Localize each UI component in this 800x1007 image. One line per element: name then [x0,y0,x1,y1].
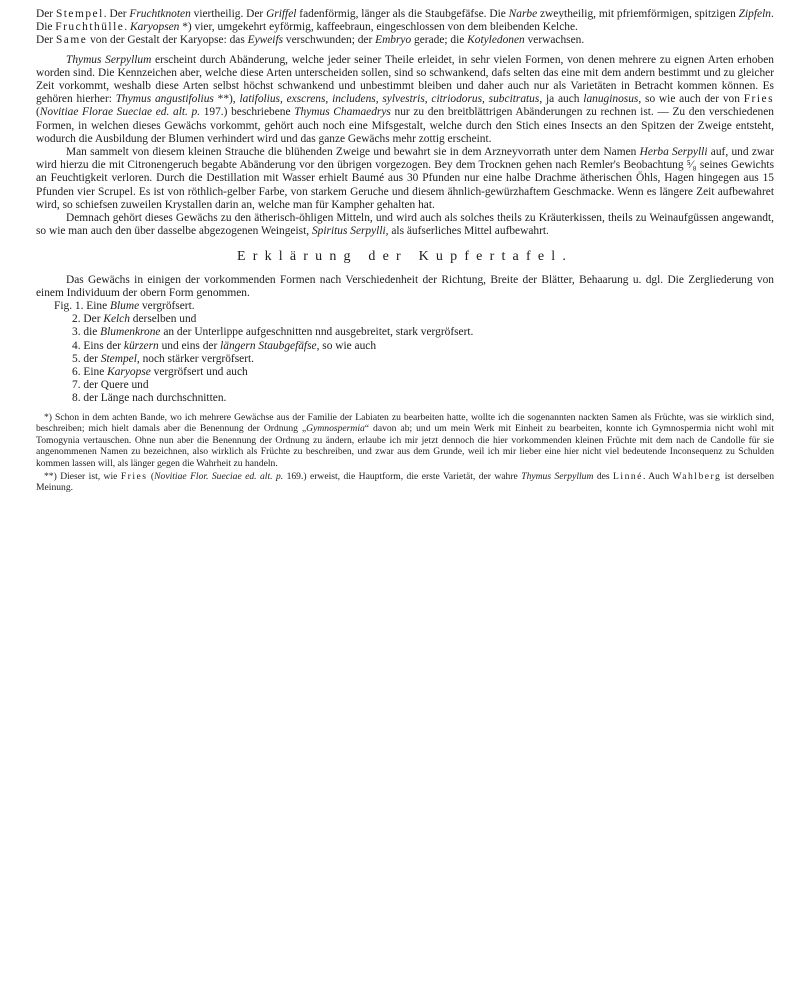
figure-item: 4. Eins der kürzern und eins der längern Staubgefäfse, so wie auch [72,339,377,352]
figure-item: 5. der Stempel, noch stärker vergröfsert. [72,352,255,365]
figure-item: 3. die Blumenkrone an der Unterlippe aufgeschnitten nnd ausgebreitet, stark vergröfsert. [72,326,474,339]
plate-heading: Erklärung der Kupfertafel. [236,249,574,265]
footnote-angustifolius: **) Dieser ist, wie Fries (Novitiae Flor. Sueciae ed. alt. p. 169.) erweist, die Hauptform, die erste Varietät, der wahre Thymus Serpyllum des Linné. Auch Wahlberg ist derselben Meinung. [36,470,774,494]
figure-item: Fig. 1. Eine Blume vergröfsert. [54,300,195,313]
figure-list [36,300,774,406]
footnote-karyopsen: *) Schon in dem achten Bande, wo ich mehrere Gewächse aus der Familie der Labiaten zu bearbeiten hatte, wollte ich die sogenannten nackten Samen als Früchte, was sie wirklich sind, beschreiben; mich hielt damals aber die Benennung der Ordnung „Gymnospermia“ davon ab; und um mein Werk mit Einheit zu bearbeiten, konnte ich Gymnospermia nicht wohl mit Tomogynia vertauschen. Ohne nun aber die Benennung der Ordnung zu ändern, erlaube ich mir jetzt dennoch die hier vorkommenden kleinen Früchte mit dem nach de Candolle für sie angenommenen Namen zu bezeichnen, also wirklich als Früchte zu beschreiben, und zwar aus dem Grunde, weil ich mir lieber eine hier nicht viel bedeutende Inconsequenz zu Schulden kommen lassen will, als länger gegen die Wahrheit zu handeln. [36,411,775,470]
paragraph-same: Der Same von der Gestalt der Karyopse: das Eyweifs verschwunden; der Embryo gerade; die Kotyledonen verwachsen. [36,34,585,47]
paragraph-usage: Demnach gehört dieses Gewächs zu den ätherisch-öhligen Mitteln, und wird auch als solches theils zu Kräuterkissen, theils zu Weinaufgüssen angewandt, so wie man auch den über dasselbe abgezogenen Weingeist, Spiritus Serpylli, als äufserliches Mittel aufbewahrt. [36,212,774,238]
paragraph-herba-serpylli: Man sammelt von diesem kleinen Strauche die blühenden Zweige und bewahrt sie in dem Arzneyvorrath unter dem Namen Herba Serpylli auf, und zwar wird hierzu die mit Citronengeruch begabte Abänderung vor den übrigen vorgezogen. Bey dem Trocknen gehen nach Remler's Beobachtung ⁵⁄₈ seines Gewichts an Feuchtigkeit verloren. Durch die Destillation mit Wasser erhielt Baumé aus 30 Pfunden nur eine halbe Drachme ätherischen Öhls, Hagen hingegen aus 15 Pfunden vier Scrupel. Es ist von röthlich-gelber Farbe, von starkem Geruche und diesem ähnlich-gewürzhaftem Geschmacke. Wenn es längere Zeit aufbewahret wird, so schiefsen zuweilen Krystallen darin an, welche man für Kampher gehalten hat. [36,146,775,211]
figure-item: 8. der Länge nach durchschnitten. [72,392,227,405]
paragraph-plate-intro: Das Gewächs in einigen der vorkommenden Formen nach Verschiedenheit der Richtung, Breite der Blätter, Behaarung u. dgl. Die Zergliederung von einem Individuum der obern Form genommen. [36,273,774,299]
figure-item: 6. Eine Karyopse vergröfsert und auch [72,366,248,379]
paragraph-varieties: Thymus Serpyllum erscheint durch Abänderung, welche jeder seiner Theile erleidet, in sehr vielen Formen, von denen mehrere zu eignen Arten erhoben worden sind. Die Kennzeichen aber, welche diese Arten unterscheiden sollen, sind so schwankend, dafs selten das eine mit dem andern bestimmt und zu gleicher Zeit vorkommt, weshalb diese Arten selbst höchst schwankend und unbestimmt bleiben und daher auch nur als Varietäten in Betracht kommen können. Es gehören hierher: Thymus angustifolius **), latifolius, exscrens, includens, sylvestris, citriodorus, subcitratus, ja auch lanuginosus, so wie auch der von Fries (Novitiae Florae Sueciae ed. alt. p. 197.) beschriebene Thymus Chamaedrys nur zu den breitblättrigen Abänderungen zu rechnen ist. — Zu den verschiedenen Formen, in welchen dieses Gewächs vorkommt, gehört auch noch eine Mifsgestalt, welche durch den Stich eines Insects an den Spitzen der Zweige entsteht, wodurch die Ausbildung der Blumen verhindert wird und das ganze Gewächs mehr zottig erscheint. [36,53,775,145]
figure-item: 2. Der Kelch derselben und [72,313,197,326]
paragraph-fruchthuelle: Die Fruchthülle. Karyopsen *) vier, umgekehrt eyförmig, kaffeebraun, eingeschlossen von dem bleibenden Kelche. [36,21,578,34]
main-text [36,8,774,406]
paragraph-stempel: Der Stempel. Der Fruchtknoten viertheilig. Der Griffel fadenförmig, länger als die Staubgefäfse. Die Narbe zweytheilig, mit pfriemförmigen, spitzigen Zipfeln. [36,8,774,20]
figure-item: 7. der Quere und [72,379,149,392]
footnotes [36,412,774,494]
